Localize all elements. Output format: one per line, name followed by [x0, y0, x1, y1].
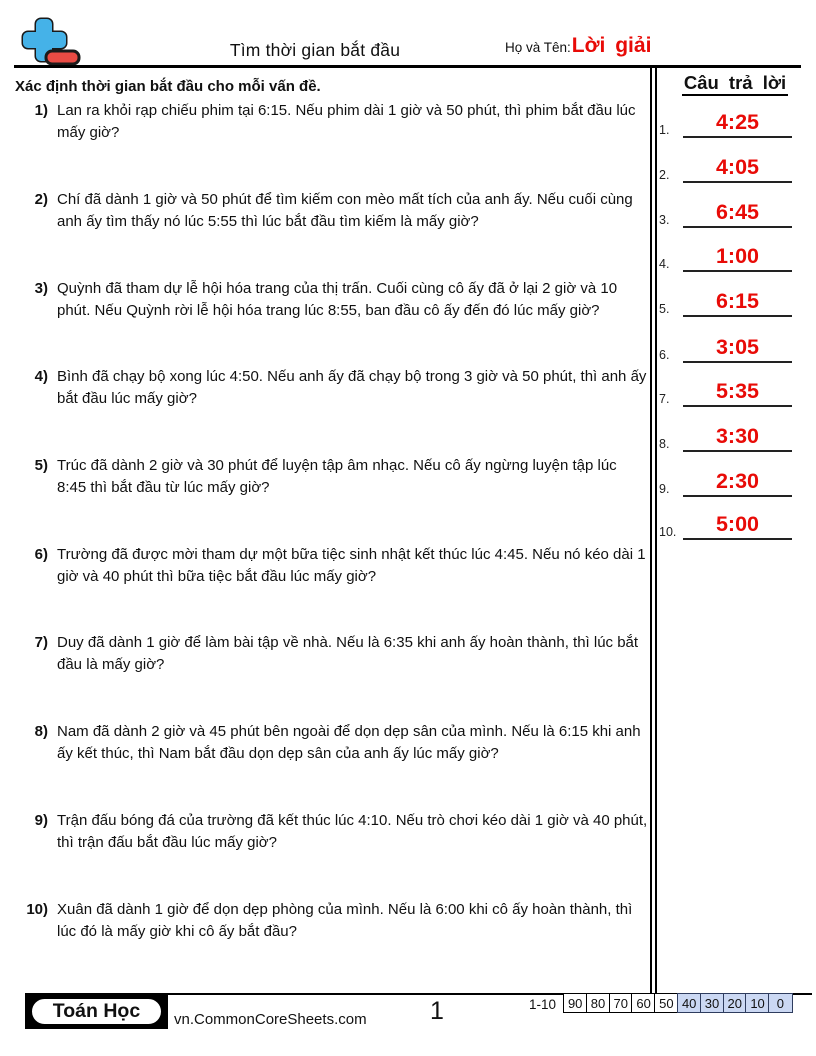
problem-number: 4) — [34, 368, 48, 385]
problem-number: 6) — [34, 546, 48, 563]
score-cell: 10 — [745, 993, 769, 1013]
problem-number: 10) — [26, 901, 48, 918]
answer-row-10 — [657, 510, 813, 540]
problem-number: 1) — [34, 102, 48, 119]
answer-value: 3:05 — [715, 335, 760, 359]
answer-row-1 — [657, 108, 813, 138]
answer-number: 8. — [659, 437, 670, 451]
answer-number: 2. — [659, 168, 670, 182]
answers-column-header — [657, 72, 813, 94]
answer-value: 1:00 — [715, 244, 760, 268]
score-cell: 70 — [609, 993, 633, 1013]
instruction-text: Xác định thời gian bắt đầu cho mỗi vấn đề. — [15, 78, 321, 95]
answer-number: 6. — [659, 348, 670, 362]
answer-blank-line — [683, 136, 792, 138]
answer-blank-line — [683, 450, 792, 452]
answer-blank-line — [683, 270, 792, 272]
name-label: Họ và Tên: — [505, 40, 571, 55]
answers-header-text: Câu trả lời — [682, 72, 788, 96]
answer-row-2 — [657, 153, 813, 183]
answer-row-9 — [657, 467, 813, 497]
answer-value: 5:00 — [715, 512, 760, 536]
website-text: vn.CommonCoreSheets.com — [174, 1011, 367, 1028]
page-number: 1 — [430, 997, 444, 1025]
name-row — [505, 34, 651, 58]
problem-number: 2) — [34, 191, 48, 208]
answer-blank-line — [683, 538, 792, 540]
answer-number: 1. — [659, 123, 670, 137]
problem-text: Bình đã chạy bộ xong lúc 4:50. Nếu anh ấy đã chạy bộ trong 3 giờ và 50 phút, thì anh ấy bắt đầu lúc mấy giờ? — [57, 368, 647, 407]
score-table — [563, 993, 793, 1013]
answer-number: 3. — [659, 213, 670, 227]
problem-number: 3) — [34, 280, 48, 297]
answer-row-6 — [657, 333, 813, 363]
commoncoresheets-plus-minus-logo-icon — [18, 8, 98, 70]
answer-number: 9. — [659, 482, 670, 496]
score-cell: 80 — [586, 993, 610, 1013]
problem-text: Chí đã dành 1 giờ và 50 phút để tìm kiếm con mèo mất tích của anh ấy. Nếu cuối cùng anh ấy tìm thấy nó lúc 5:55 thì lúc bắt đầu tìm kiếm là mấy giờ? — [57, 191, 633, 230]
answer-value: 6:15 — [715, 289, 760, 313]
answers-column — [650, 68, 816, 993]
answer-blank-line — [683, 495, 792, 497]
answer-value: 4:05 — [715, 155, 760, 179]
problem-number: 8) — [34, 723, 48, 740]
problem-number: 9) — [34, 812, 48, 829]
answer-value: 4:25 — [715, 110, 760, 134]
subject-badge-label: Toán Học — [30, 997, 163, 1026]
answer-row-4 — [657, 242, 813, 272]
answer-number: 5. — [659, 302, 670, 316]
problem-text: Duy đã dành 1 giờ để làm bài tập về nhà. Nếu là 6:35 khi anh ấy hoàn thành, thì lúc bắt đầu là mấy giờ? — [57, 634, 639, 673]
problem-text: Lan ra khỏi rạp chiếu phim tại 6:15. Nếu phim dài 1 giờ và 50 phút, thì phim bắt đầu lúc mấy giờ? — [57, 102, 636, 141]
score-cell: 30 — [700, 993, 724, 1013]
answer-blank-line — [683, 315, 792, 317]
score-range-label: 1-10 — [529, 997, 557, 1012]
score-cell: 20 — [723, 993, 747, 1013]
problem-number: 7) — [34, 634, 48, 651]
score-cell: 40 — [677, 993, 701, 1013]
answer-key-label: Lời giải — [571, 34, 652, 57]
answer-row-5 — [657, 287, 813, 317]
score-cell: 90 — [563, 993, 587, 1013]
problem-text: Trúc đã dành 2 giờ và 30 phút để luyện tập âm nhạc. Nếu cô ấy ngừng luyện tập lúc 8:45 thì bắt đầu từ lúc mấy giờ? — [57, 457, 617, 496]
answer-number: 4. — [659, 257, 670, 271]
score-cell: 0 — [768, 993, 792, 1013]
problem-number: 5) — [34, 457, 48, 474]
answer-blank-line — [683, 181, 792, 183]
answer-row-8 — [657, 422, 813, 452]
answer-blank-line — [683, 405, 792, 407]
subject-badge — [25, 994, 168, 1029]
problem-text: Nam đã dành 2 giờ và 45 phút bên ngoài để dọn dẹp sân của mình. Nếu là 6:15 khi anh ấy kết thúc, thì Nam bắt đầu dọn dẹp sân của anh ấy lúc mấy giờ? — [57, 723, 641, 762]
answer-number: 10. — [659, 525, 677, 539]
problem-text: Quỳnh đã tham dự lễ hội hóa trang của thị trấn. Cuối cùng cô ấy đã ở lại 2 giờ và 10 phút. Nếu Quỳnh rời lễ hội hóa trang lúc 8:55, ban đầu cô ấy đến đó lúc mấy giờ? — [57, 280, 618, 319]
problem-text: Trường đã được mời tham dự một bữa tiệc sinh nhật kết thúc lúc 4:45. Nếu nó kéo dài 1 giờ và 40 phút thì bữa tiệc bắt đầu lúc mấy giờ? — [57, 546, 646, 585]
score-cell: 60 — [631, 993, 655, 1013]
problem-text: Trận đấu bóng đá của trường đã kết thúc lúc 4:10. Nếu trò chơi kéo dài 1 giờ và 40 phút, thì trận đấu bắt đầu lúc mấy giờ? — [57, 812, 648, 851]
answer-value: 6:45 — [715, 200, 760, 224]
answer-number: 7. — [659, 392, 670, 406]
answer-value: 2:30 — [715, 469, 760, 493]
answer-row-7 — [657, 377, 813, 407]
answer-value: 5:35 — [715, 379, 760, 403]
score-cell: 50 — [654, 993, 678, 1013]
answer-blank-line — [683, 361, 792, 363]
answer-row-3 — [657, 198, 813, 228]
problem-text: Xuân đã dành 1 giờ để dọn dẹp phòng của mình. Nếu là 6:00 khi cô ấy hoàn thành, thì lúc đó là mấy giờ khi cô ấy bắt đầu? — [57, 901, 633, 940]
answer-value: 3:30 — [715, 424, 760, 448]
answer-blank-line — [683, 226, 792, 228]
worksheet-title: Tìm thời gian bắt đầu — [229, 40, 401, 60]
